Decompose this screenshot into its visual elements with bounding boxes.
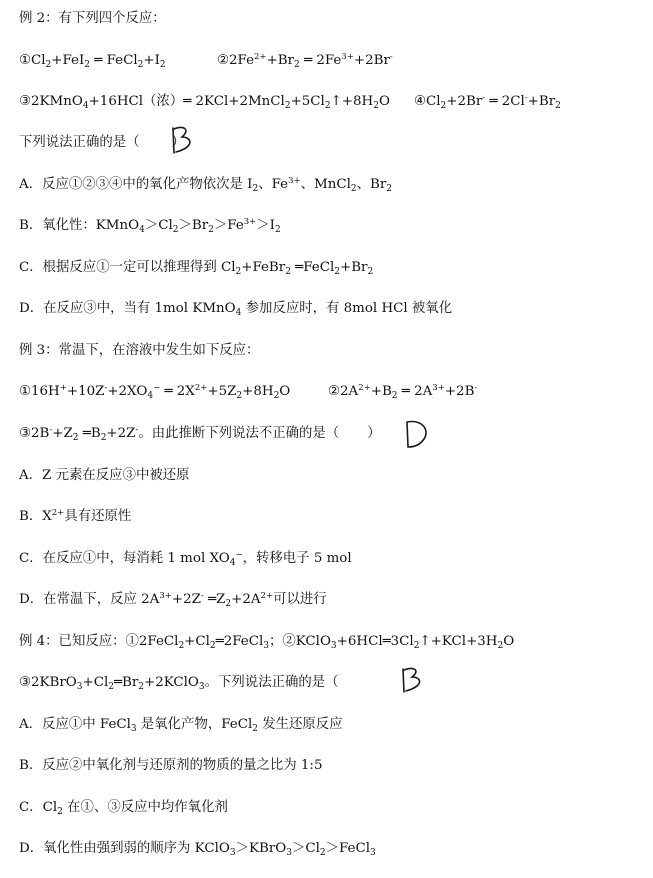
ex4-handwritten-answer xyxy=(396,664,428,696)
ex3-option-a: A．Z 元素在反应③中被还原 xyxy=(19,468,190,483)
handwritten-b-mark xyxy=(165,123,199,157)
ex3-option-d: D．在常温下，反应 $2A^{3+}+2Z^-$ $═Z_2+2A^{2+}$可以进行 xyxy=(19,591,327,609)
ex3-title: 例 3：常温下，在溶液中发生如下反应： xyxy=(19,343,260,358)
ex2-reaction-2: $②2Fe^{2+}+Br_2$ ═ $2Fe^{3+}+2Br^-$ xyxy=(217,52,393,70)
ex4-title: 例 4：已知反应：$①2FeCl_2+Cl_2═2FeCl_3$；$②KClO_3+6HCl═3Cl_2↑+KCl+3H_2O$ xyxy=(19,634,515,651)
ex4-option-d: D．氧化性由强到弱的顺序为 $KClO_3>KBrO_3>Cl_2>FeCl_3$ xyxy=(19,841,376,858)
ex4-reaction-3-question: $③2KBrO_3+Cl_2═Br_2+2KClO_3$。下列说法正确的是（ xyxy=(19,675,339,692)
ex3-handwritten-answer xyxy=(400,416,432,450)
ex2-reaction-1: $①Cl_2+FeI_2$ ═ $FeCl_2+I_2$ xyxy=(19,53,166,70)
ex4-option-a: A．反应①中 FeCl$_3$ 是氧化产物，FeCl$_2$ 发生还原反应 xyxy=(19,717,343,734)
ex2-option-b: B．氧化性：$KMnO_4>Cl_2>Br_2>Fe^{3+}>I_2$ xyxy=(19,217,281,235)
ex3-reaction-3-question: $③2B^-+Z_2$ $═B_2+2Z^-$。由此推断下列说法不正确的是（ ） xyxy=(19,425,381,443)
ex2-option-a: A．反应①②③④中的氧化产物依次是 $I_2$、$Fe^{3+}$、MnCl$_2$、$Br_2$ xyxy=(19,176,392,194)
ex4-option-c: C．$Cl_2$ 在①、③反应中均作氧化剂 xyxy=(19,800,228,817)
ex2-handwritten-answer xyxy=(165,123,199,157)
ex4-option-b: B．反应②中氧化剂与还原剂的物质的量之比为 1:5 xyxy=(19,758,323,773)
ex2-option-d: D．在反应③中，当有 1mol KMnO$_4$ 参加反应时，有 8mol HCl 被氧化 xyxy=(19,301,453,318)
ex3-option-b: B．$X^{2+}$具有还原性 xyxy=(19,508,132,524)
ex2-question: 下列说法正确的是（ ） xyxy=(19,135,185,150)
ex3-reaction-1: $①16H^++10Z^-+2XO_4^-$ ═ $2X^{2+}+5Z_2+8H_2O$ xyxy=(19,383,291,401)
handwritten-b-mark xyxy=(396,664,428,696)
ex3-reaction-2: $②2A^{2+}+B_2$ ═ $2A^{3+}+2B^-$ xyxy=(328,383,478,401)
ex2-option-c: C．根据反应①一定可以推理得到 $Cl_2+FeBr_2$ $═FeCl_2+Br_2$ xyxy=(19,260,374,277)
ex2-reaction-4: $④Cl_2+2Br^-$ ═ $2Cl^-+Br_2$ xyxy=(414,93,561,111)
ex2-reaction-3: ③2KMnO$_4$+16HCl（浓）═ $2KCl+2MnCl_2+5Cl_2↑+8H_2O$ xyxy=(19,94,390,111)
ex2-title: 例 2：有下列四个反应： xyxy=(19,11,166,26)
ex3-option-c: C．在反应①中，每消耗 1 mol $XO_4^-$，转移电子 5 mol xyxy=(19,550,352,568)
handwritten-d-mark xyxy=(400,416,432,450)
